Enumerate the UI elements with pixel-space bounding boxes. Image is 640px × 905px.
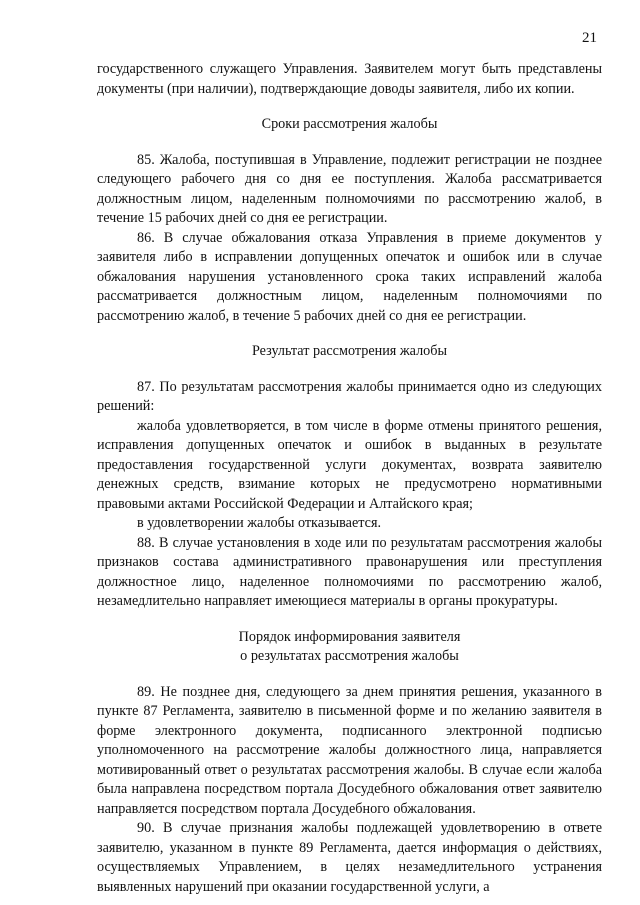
paragraph-88: 88. В случае установления в ходе или по результатам рассмотрения жалобы признаков состава административного правонарушения или преступления должностное лицо, наделенное полномочиями по рассмотрению жалоб, незамедлительно направляет имеющиеся материалы в органы прокуратуры. [97,534,602,609]
intro-paragraph: государственного служащего Управления. Заявителем могут быть представлены документы (при наличии), подтверждающие доводы заявителя, либо их копии. [97,61,602,97]
paragraph-87-option-satisfy: жалоба удовлетворяется, в том числе в форме отмены принятого решения, исправления допущенных опечаток и ошибок в выданных в результате предоставления государственной услуги документах, возврата заявителю денежных средств, взимание которых не предусмотрено нормативными правовыми актами Российской Федерации и Алтайского края; [97,417,602,512]
paragraph-87: 87. По результатам рассмотрения жалобы принимается одно из следующих решений: [97,378,602,414]
document-body [97,60,602,897]
section-title-informing-line1: Порядок информирования заявителя [238,628,461,645]
section-title-terms: Сроки рассмотрения жалобы [261,116,438,132]
paragraph-89: 89. Не позднее дня, следующего за днем принятия решения, указанного в пункте 87 Регламента, заявителю в письменной форме и по желанию заявителя в форме электронного документа, подписанного электронной подписью уполномоченного на рассмотрение жалобы должностного лица, направляется мотивированный ответ о результатах рассмотрения жалобы. В случае если жалоба была направлена посредством портала Досудебного обжалования ответ заявителю направляется посредством портала Досудебного обжалования. [97,683,602,817]
page-number: 21 [582,30,597,46]
paragraph-85: 85. Жалоба, поступившая в Управление, подлежит регистрации не позднее следующего рабочего дня со дня ее поступления. Жалоба рассматривается должностным лицом, наделенным полномочиями по рассмотрению жалоб, в течение 15 рабочих дней со дня ее регистрации. [97,151,602,226]
section-title-informing-line2: о результатах рассмотрения жалобы [240,648,459,664]
paragraph-86: 86. В случае обжалования отказа Управления в приеме документов у заявителя либо в исправлении допущенных опечаток и ошибок или в случае обжалования нарушения установленного срока таких исправлений жалоба рассматривается должностным лицом, наделенным полномочиями по рассмотрению жалоб, в течение 5 рабочих дней со дня ее регистрации. [97,229,602,324]
paragraph-87-option-refuse: в удовлетворении жалобы отказывается. [137,515,382,531]
paragraph-90: 90. В случае признания жалобы подлежащей удовлетворению в ответе заявителю, указанном в пункте 89 Регламента, дается информация о действиях, осуществляемых Управлением, в целях незамедлительного устранения выявленных нарушений при оказании государственной услуги, а [97,820,602,895]
section-title-result: Результат рассмотрения жалобы [251,343,448,359]
